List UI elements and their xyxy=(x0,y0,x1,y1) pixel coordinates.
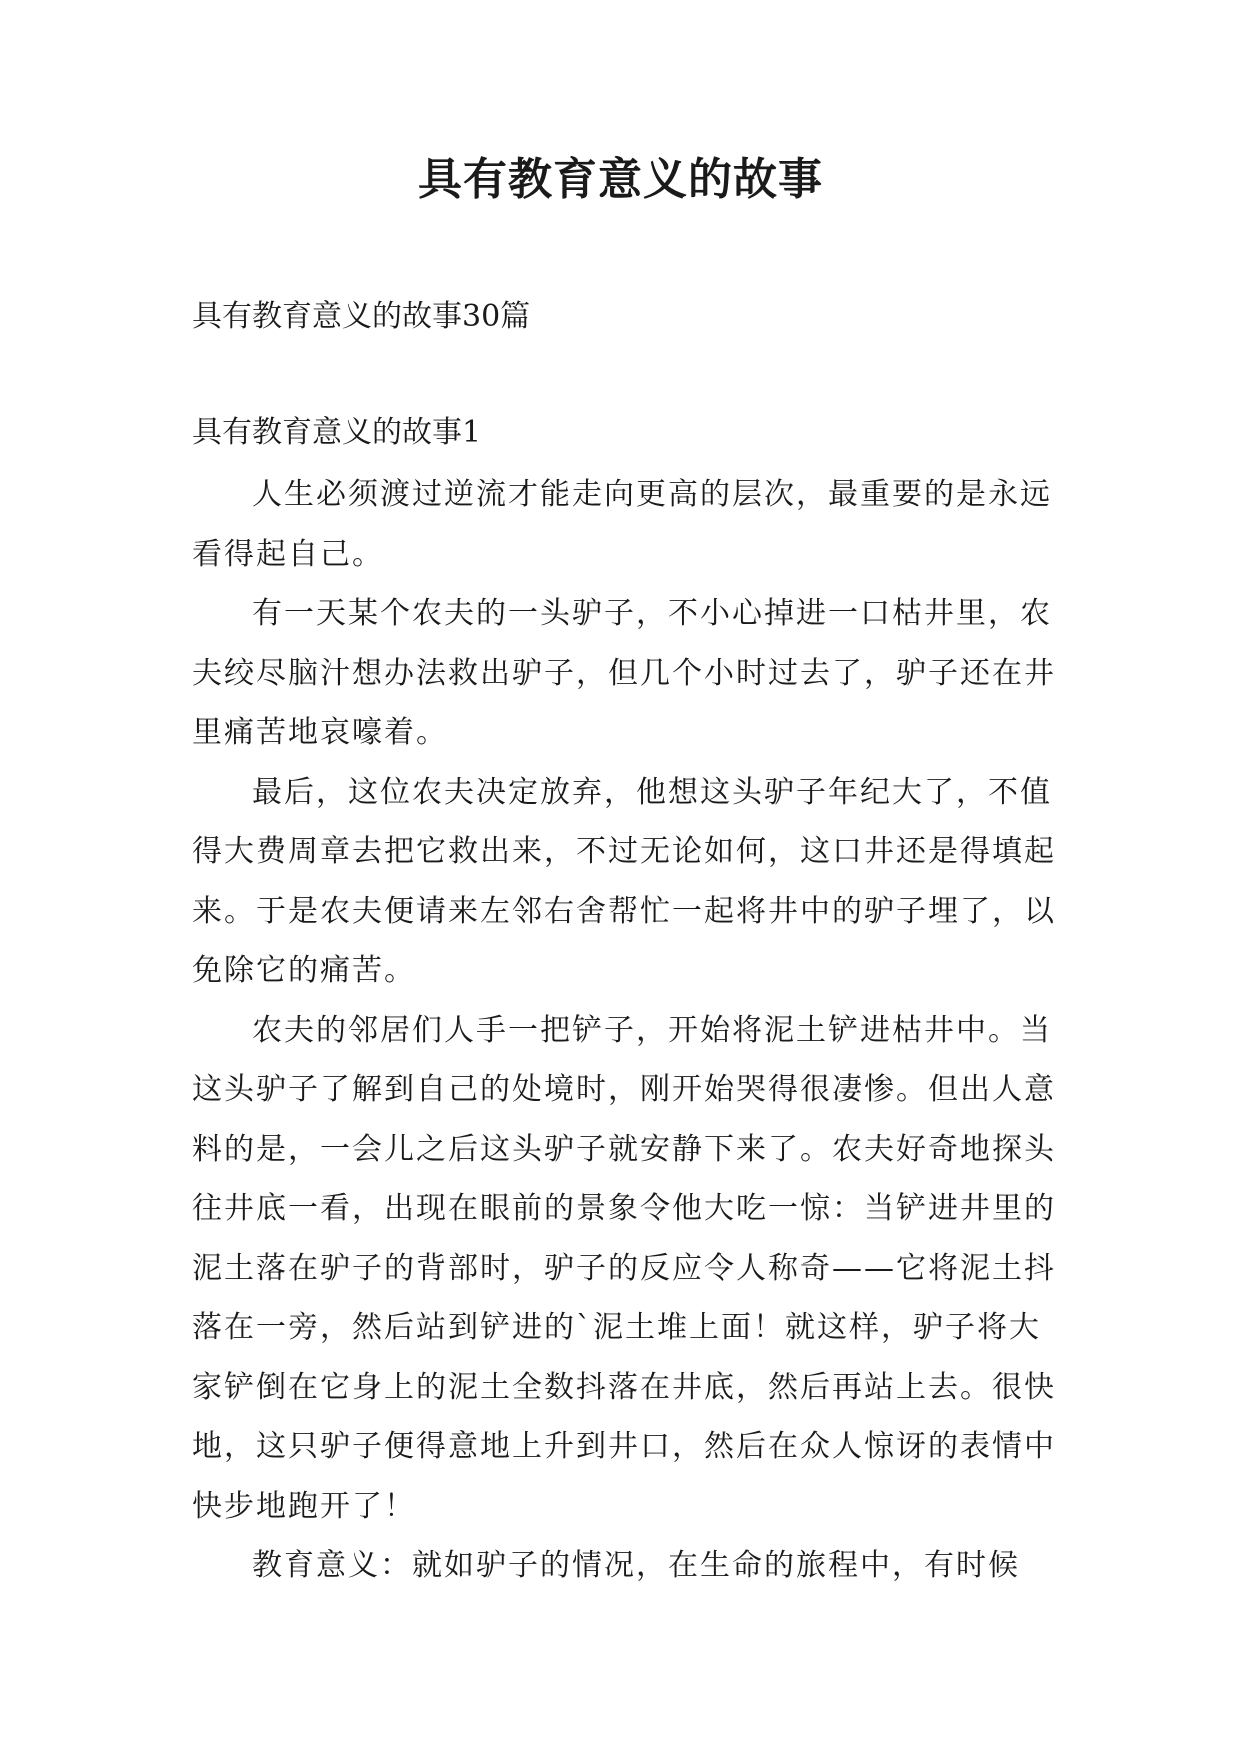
paragraph: 人生必须渡过逆流才能走向更高的层次，最重要的是永远看得起自己。 xyxy=(192,477,1052,572)
story-body xyxy=(192,465,1056,1596)
story-heading: 具有教育意义的故事1 xyxy=(192,415,482,450)
document-title: 具有教育意义的故事 xyxy=(418,154,823,205)
paragraph: 教育意义：就如驴子的情况，在生命的旅程中，有时候 xyxy=(252,1548,1020,1583)
paragraph: 有一天某个农夫的一头驴子，不小心掉进一口枯井里，农夫绞尽脑汁想办法救出驴子，但几个小时过去了，驴子还在井里痛苦地哀嚎着。 xyxy=(192,596,1056,750)
document-subtitle: 具有教育意义的故事30篇 xyxy=(192,299,531,334)
paragraph: 农夫的邻居们人手一把铲子，开始将泥土铲进枯井中。当这头驴子了解到自己的处境时，刚开始哭得很凄惨。但出人意料的是，一会儿之后这头驴子就安静下来了。农夫好奇地探头往井底一看，出现在眼前的景象令他大吃一惊：当铲进井里的泥土落在驴子的背部时，驴子的反应令人称奇——它将泥土抖落在一旁，然后站到铲进的`泥土堆上面！就这样，驴子将大家铲倒在它身上的泥土全数抖落在井底，然后再站上去。很快地，这只驴子便得意地上升到井口，然后在众人惊讶的表情中快步地跑开了！ xyxy=(192,1012,1056,1524)
paragraph: 最后，这位农夫决定放弃，他想这头驴子年纪大了，不值得大费周章去把它救出来，不过无论如何，这口井还是得填起来。于是农夫便请来左邻右舍帮忙一起将井中的驴子埋了，以免除它的痛苦。 xyxy=(192,774,1056,988)
